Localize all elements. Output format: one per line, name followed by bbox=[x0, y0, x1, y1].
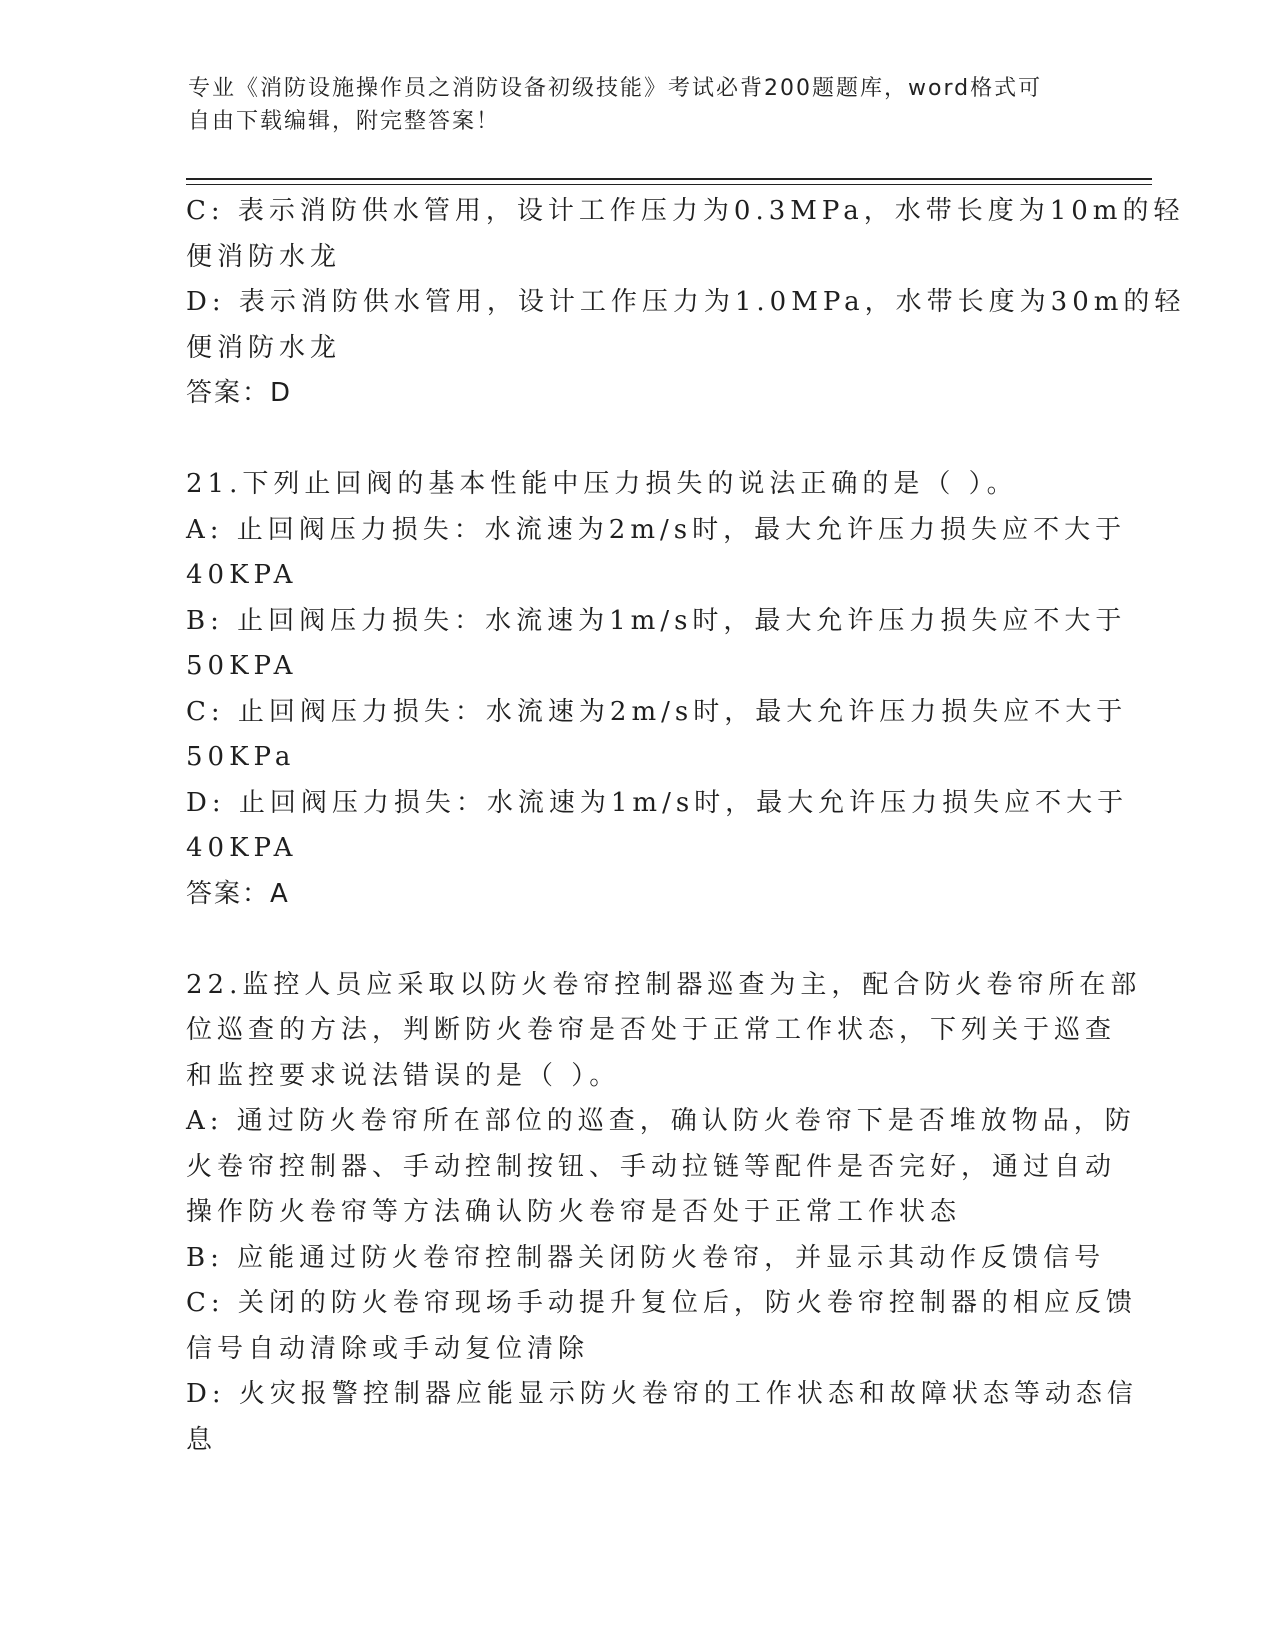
option-line: 40KPA bbox=[186, 833, 298, 863]
option-line: 40KPA bbox=[186, 560, 298, 590]
option-line: 息 bbox=[186, 1424, 218, 1455]
question-22 bbox=[186, 963, 1142, 1464]
option-line: 信号自动清除或手动复位清除 bbox=[186, 1333, 590, 1364]
document-header bbox=[188, 72, 1068, 138]
spacer bbox=[186, 917, 1086, 963]
option-line: D: 止回阀压力损失：水流速为1m/s时，最大允许压力损失应不大于 bbox=[186, 787, 1129, 818]
q22-option-c bbox=[186, 1281, 1137, 1372]
header-divider-thick bbox=[186, 178, 1152, 180]
question-stem: 22.监控人员应采取以防火卷帘控制器巡查为主，配合防火卷帘所在部 bbox=[186, 969, 1142, 1000]
prev-answer: 答案：D bbox=[186, 378, 293, 408]
q21-option-a bbox=[186, 508, 1127, 599]
q22-option-d bbox=[186, 1372, 1138, 1463]
option-line: 操作防火卷帘等方法确认防火卷帘是否处于正常工作状态 bbox=[186, 1197, 962, 1227]
option-line: C: 止回阀压力损失：水流速为2m/s时，最大允许压力损失应不大于 bbox=[186, 696, 1128, 727]
option-line: C: 表示消防供水管用，设计工作压力为0.3MPa，水带长度为10m的轻 bbox=[186, 196, 1185, 226]
prev-option-d bbox=[186, 280, 1186, 371]
q21-answer: 答案：A bbox=[186, 878, 290, 909]
header-divider-thin bbox=[186, 184, 1152, 185]
option-line: B: 应能通过防火卷帘控制器关闭防火卷帘，并显示其动作反馈信号 bbox=[186, 1242, 1106, 1273]
question-21 bbox=[186, 462, 1129, 917]
option-line: 50KPa bbox=[186, 742, 296, 772]
option-line: A: 通过防火卷帘所在部位的巡查，确认防火卷帘下是否堆放物品，防 bbox=[186, 1106, 1136, 1136]
q21-option-b bbox=[186, 599, 1127, 690]
q22-option-b bbox=[186, 1236, 1106, 1282]
option-line: C: 关闭的防火卷帘现场手动提升复位后，防火卷帘控制器的相应反馈 bbox=[186, 1288, 1137, 1318]
option-line: D: 火灾报警控制器应能显示防火卷帘的工作状态和故障状态等动态信 bbox=[186, 1379, 1138, 1409]
q21-option-c bbox=[186, 690, 1128, 781]
option-line: 火卷帘控制器、手动控制按钮、手动拉链等配件是否完好，通过自动 bbox=[186, 1151, 1117, 1182]
q22-option-a bbox=[186, 1099, 1136, 1236]
option-line: A: 止回阀压力损失：水流速为2m/s时，最大允许压力损失应不大于 bbox=[186, 514, 1127, 545]
prev-question bbox=[186, 189, 1186, 417]
question-stem: 位巡查的方法，判断防火卷帘是否处于正常工作状态，下列关于巡查 bbox=[186, 1015, 1117, 1045]
option-line: D: 表示消防供水管用，设计工作压力为1.0MPa，水带长度为30m的轻 bbox=[186, 287, 1186, 317]
option-line: 便消防水龙 bbox=[186, 332, 342, 363]
option-line: 便消防水龙 bbox=[186, 241, 342, 272]
q21-option-d bbox=[186, 781, 1129, 872]
spacer bbox=[186, 417, 1086, 463]
header-line-1: 专业《消防设施操作员之消防设备初级技能》考试必背200题题库，word格式可 bbox=[188, 76, 1043, 101]
option-line: B: 止回阀压力损失：水流速为1m/s时，最大允许压力损失应不大于 bbox=[186, 605, 1127, 636]
prev-option-c bbox=[186, 189, 1185, 280]
document-body bbox=[186, 189, 1186, 1463]
question-stem: 21.下列止回阀的基本性能中压力损失的说法正确的是（ ）。 bbox=[186, 469, 1018, 499]
question-stem: 和监控要求说法错误的是（ ）。 bbox=[186, 1060, 621, 1091]
header-line-2: 自由下载编辑，附完整答案！ bbox=[188, 109, 501, 134]
option-line: 50KPA bbox=[186, 651, 298, 681]
